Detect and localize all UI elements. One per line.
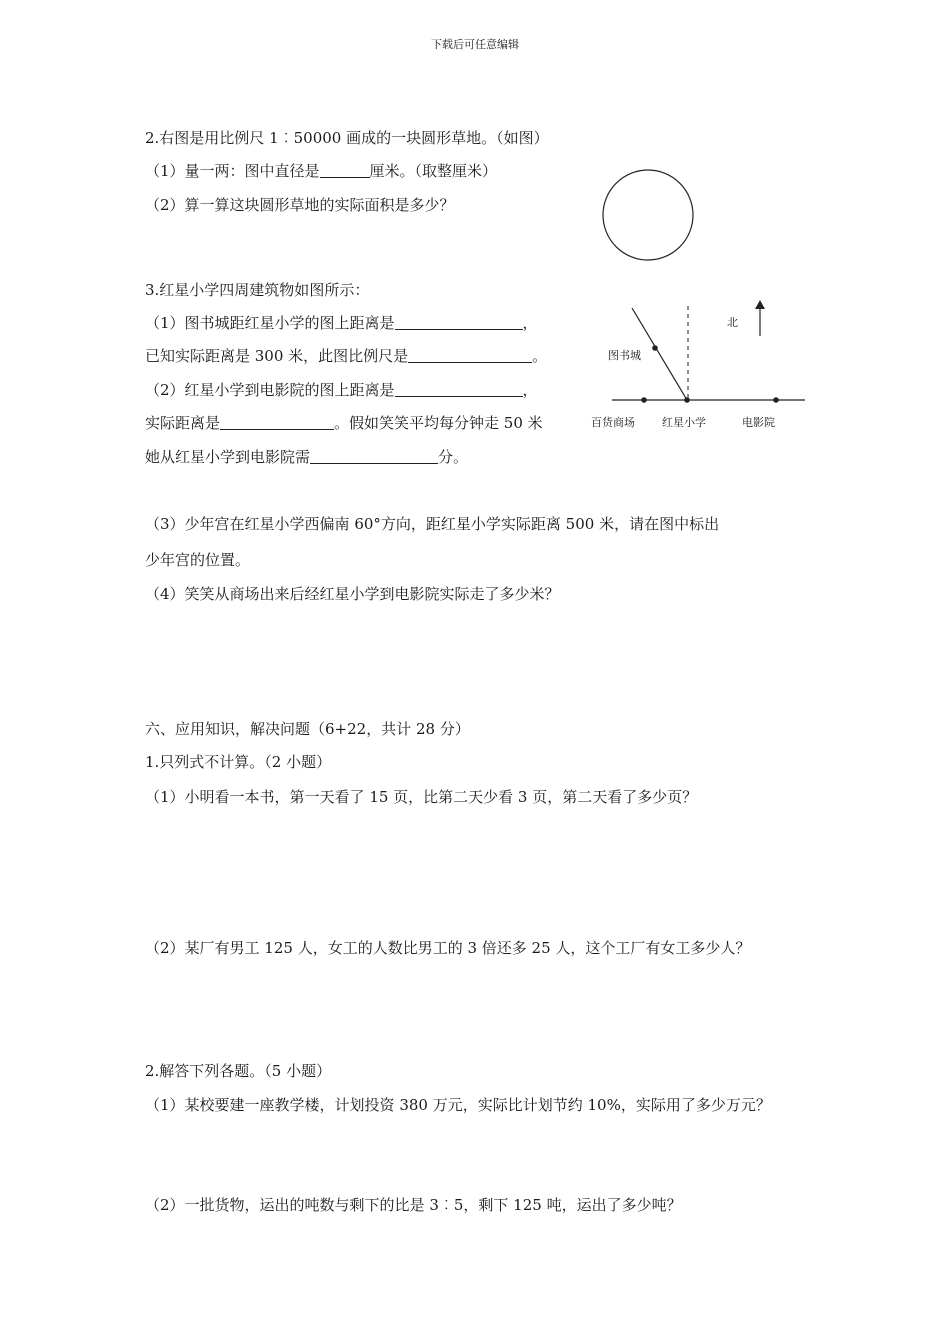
library-dot	[652, 345, 658, 351]
q3-line1-tail: ，	[522, 314, 538, 332]
q3-line5	[145, 447, 468, 467]
s6-q2-part2: （2）一批货物，运出的吨数与剩下的比是 3︰5，剩下 125 吨，运出了多少吨？	[145, 1196, 682, 1214]
q3-line4-tail: 。假如笑笑平均每分钟走 50 米	[334, 414, 543, 432]
answer-blank[interactable]	[395, 380, 523, 397]
q3-line3	[145, 380, 538, 400]
grass-circle	[603, 170, 693, 260]
answer-blank[interactable]	[395, 313, 523, 330]
answer-blank[interactable]	[310, 447, 438, 464]
q3-line1	[145, 313, 538, 333]
q2-part1-text: （1）量一两：图中直径是	[145, 162, 320, 180]
s6-q1-part1: （1）小明看一本书，第一天看了 15 页，比第二天少看 3 页，第二天看了多少页？	[145, 788, 698, 806]
q3-line6: （3）少年宫在红星小学西偏南 60°方向，距红星小学实际距离 500 米，请在图中标出	[145, 515, 720, 533]
q3-line2-tail: 。	[532, 347, 548, 365]
q3-line1-text: （1）图书城距红星小学的图上距离是	[145, 314, 395, 332]
map-label-school: 红星小学	[662, 416, 706, 429]
map-figure	[600, 296, 810, 436]
section6-title: 六、应用知识，解决问题（6+22，共计 28 分）	[145, 720, 470, 738]
q3-line5-tail: 分。	[438, 448, 469, 466]
q2-part1-tail: 厘米。（取整厘米）	[369, 162, 498, 180]
q2-title: 2.右图是用比例尺 1︰50000 画成的一块圆形草地。（如图）	[145, 129, 549, 147]
q3-line4-text: 实际距离是	[145, 414, 221, 432]
q3-title: 3.红星小学四周建筑物如图所示：	[145, 281, 370, 299]
circle-figure	[598, 166, 702, 266]
map-label-store: 百货商场	[591, 416, 635, 429]
north-arrow-icon	[755, 300, 765, 309]
q3-line8: （4）笑笑从商场出来后经红星小学到电影院实际走了多少米？	[145, 585, 560, 603]
q3-line4	[145, 413, 543, 433]
q3-line2	[145, 346, 547, 366]
cinema-dot	[773, 397, 779, 403]
map-label-north: 北	[727, 316, 738, 329]
q3-line3-text: （2）红星小学到电影院的图上距离是	[145, 381, 395, 399]
s6-q2-part1: （1）某校要建一座教学楼，计划投资 380 万元，实际比计划节约 10%，实际用了多少万元？	[145, 1096, 771, 1114]
answer-blank[interactable]	[320, 161, 370, 178]
q3-line7: 少年宫的位置。	[145, 551, 251, 569]
store-dot	[641, 397, 647, 403]
s6-q1-title: 1.只列式不计算。（2 小题）	[145, 753, 332, 771]
map-label-library: 图书城	[608, 349, 641, 362]
q2-part2: （2）算一算这块圆形草地的实际面积是多少？	[145, 196, 455, 214]
page-header: 下载后可任意编辑	[431, 38, 519, 51]
school-dot	[684, 397, 690, 403]
map-label-cinema: 电影院	[742, 416, 775, 429]
answer-blank[interactable]	[220, 413, 334, 430]
answer-blank[interactable]	[408, 346, 532, 363]
q2-part1	[145, 161, 497, 181]
q3-line5-text: 她从红星小学到电影院需	[145, 448, 311, 466]
s6-q1-part2: （2）某厂有男工 125 人，女工的人数比男工的 3 倍还多 25 人，这个工厂有女工多少人？	[145, 939, 751, 957]
s6-q2-title: 2.解答下列各题。（5 小题）	[145, 1062, 332, 1080]
q3-line3-tail: ，	[522, 381, 538, 399]
q3-line2-text: 已知实际距离是 300 米，此图比例尺是	[145, 347, 409, 365]
